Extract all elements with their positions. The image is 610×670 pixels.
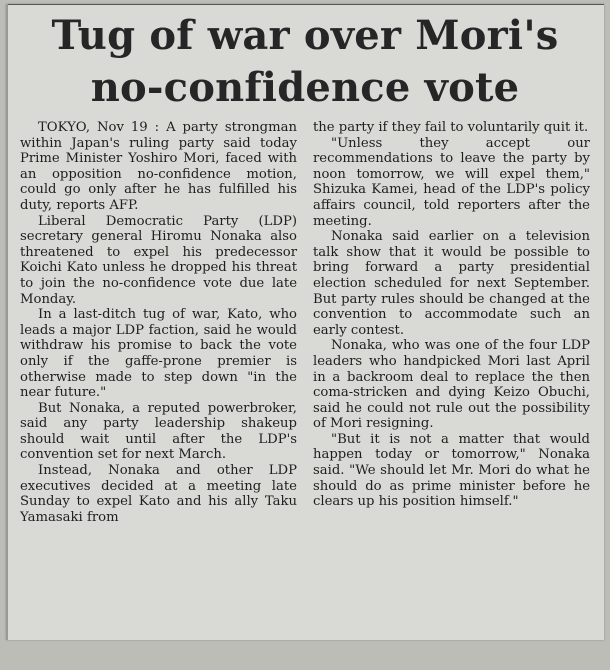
right-column (313, 120, 590, 635)
paragraph: Nonaka, who was one of the four LDP leaders who handpicked Mori last April in a backroom deal to replace the then coma-stricken and dying Keizo Obuchi, said he could not rule out the possibility of Mori resigning. (313, 338, 590, 432)
paragraph: "But it is not a matter that would happen today or tomorrow," Nonaka said. "We should let Mr. Mori do what he should do as prime minister before he clears up his position himself." (313, 431, 590, 510)
headline (0, 10, 610, 114)
paragraph-continuation: the party if they fail to voluntarily quit it. (313, 120, 589, 135)
headline-line-2: no-confidence vote (90, 64, 520, 111)
paragraph: Nonaka said earlier on a television talk show that it would be possible to bring forward a party presidential election scheduled for next September. But party rules should be changed at the convention to accommodate such an early contest. (313, 229, 590, 338)
paragraph: In a last-ditch tug of war, Kato, who leads a major LDP faction, said he would withdraw his promise to back the vote only if the gaffe-prone premier is otherwise made to step down "in the near future." (20, 307, 297, 401)
left-column (20, 120, 297, 635)
paragraph: Liberal Democratic Party (LDP) secretary general Hiromu Nonaka also threatened to expel his predecessor Koichi Kato unless he dropped his threat to join the no-confidence vote due late Monday. (20, 213, 297, 307)
headline-line-1: Tug of war over Mori's (51, 12, 559, 59)
paragraph: Instead, Nonaka and other LDP executives decided at a meeting late Sunday to expel Kato and his ally Taku Yamasaki from (20, 463, 297, 525)
paragraph: But Nonaka, a reputed powerbroker, said any party leadership shakeup should wait until after the LDP's convention set for next March. (20, 400, 297, 463)
top-rule (6, 4, 604, 5)
paragraph: TOKYO, Nov 19 : A party strongman within Japan's ruling party said today Prime Minister Yoshiro Mori, faced with an opposition no-confidence motion, could go only after he has fulfilled his duty, reports AFP. (20, 120, 297, 213)
paragraph: "Unless they accept our recommendations to leave the party by noon tomorrow, we will expel them," Shizuka Kamei, head of the LDP's policy affairs council, told reporters after the meeting. (313, 135, 590, 229)
article-body (20, 120, 590, 635)
